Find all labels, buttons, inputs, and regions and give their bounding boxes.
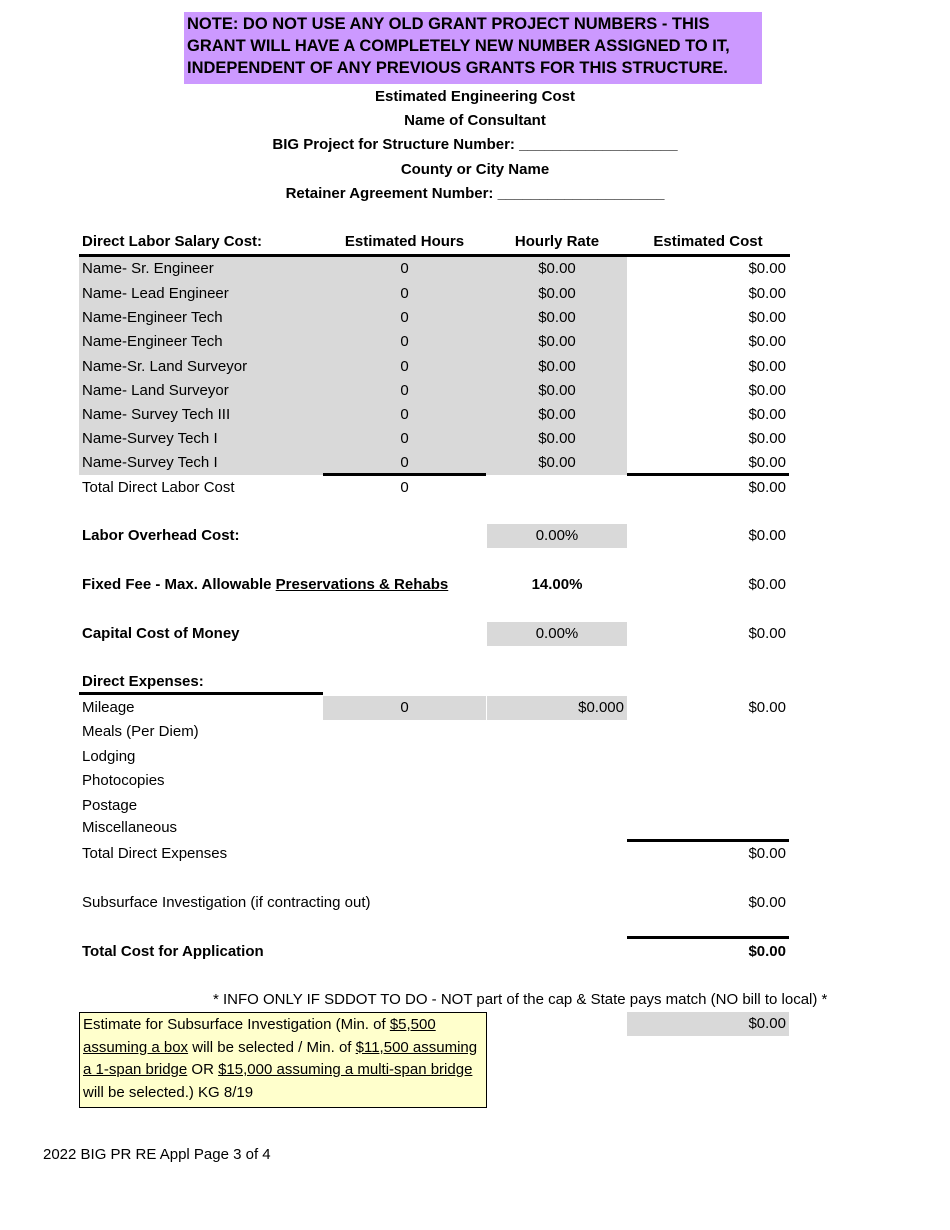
labor-name[interactable]: Name- Survey Tech III [82, 406, 231, 423]
direct-expenses-total-rule [627, 839, 789, 842]
mileage-rate[interactable]: $0.000 [487, 696, 627, 720]
labor-name[interactable]: Name-Engineer Tech [82, 309, 223, 326]
estimate-box-option: $5,500 assuming a box [83, 1016, 436, 1056]
warning-note [184, 12, 762, 84]
labor-rate[interactable]: $0.00 [538, 309, 576, 326]
mileage-quantity[interactable]: 0 [323, 696, 486, 720]
labor-hours[interactable]: 0 [400, 333, 409, 350]
capital-cost-label: Capital Cost of Money [82, 625, 240, 642]
labor-cost: $0.00 [748, 260, 786, 277]
consultant-name: Name of Consultant [404, 112, 546, 129]
estimate-text-2: will be selected / Min. of [188, 1038, 356, 1056]
expense-postage: Postage [82, 797, 138, 814]
retainer-agreement-number: Retainer Agreement Number: ____________________ [285, 185, 665, 202]
expense-photocopies: Photocopies [82, 772, 165, 789]
labor-name[interactable]: Name-Survey Tech I [82, 430, 218, 447]
labor-rate[interactable]: $0.00 [538, 382, 576, 399]
total-direct-labor-label: Total Direct Labor Cost [82, 479, 235, 496]
total-application-rule [627, 936, 789, 939]
expense-miscellaneous: Miscellaneous [82, 819, 178, 836]
big-project-number: BIG Project for Structure Number: ___________________ [272, 136, 678, 153]
labor-cost: $0.00 [748, 454, 786, 471]
labor-hours[interactable]: 0 [400, 454, 409, 471]
labor-name[interactable]: Name- Land Surveyor [82, 382, 229, 399]
labor-name[interactable]: Name-Sr. Land Surveyor [82, 358, 248, 375]
subsurface-estimate-box [79, 1012, 487, 1108]
estimate-single-span-option: $11,500 assuming a 1-span bridge [83, 1038, 478, 1078]
labor-hours[interactable]: 0 [400, 382, 409, 399]
expense-meals: Meals (Per Diem) [82, 723, 199, 740]
labor-rate[interactable]: $0.00 [538, 260, 576, 277]
warning-note-line2: GRANT WILL HAVE A COMPLETELY NEW NUMBER ASSIGNED TO IT, [187, 37, 730, 55]
total-application-label: Total Cost for Application [82, 943, 264, 960]
labor-hours[interactable]: 0 [400, 285, 409, 302]
labor-rate[interactable]: $0.00 [538, 285, 576, 302]
labor-rate[interactable]: $0.00 [538, 454, 576, 471]
labor-hours[interactable]: 0 [400, 358, 409, 375]
mileage-cost: $0.00 [748, 699, 786, 716]
labor-cost: $0.00 [748, 406, 786, 423]
labor-name[interactable]: Name-Engineer Tech [82, 333, 223, 350]
capital-cost-rate[interactable]: 0.00% [487, 622, 627, 646]
total-application-cost: $0.00 [748, 943, 786, 960]
labor-overhead-cost: $0.00 [748, 527, 786, 544]
total-direct-expenses-cost: $0.00 [748, 845, 786, 862]
labor-rate[interactable]: $0.00 [538, 358, 576, 375]
info-only-note: * INFO ONLY IF SDDOT TO DO - NOT part of the cap & State pays match (NO bill to local) * [213, 991, 828, 1008]
total-direct-labor-hours: 0 [400, 479, 409, 496]
labor-cost: $0.00 [748, 309, 786, 326]
col-header-rate: Hourly Rate [514, 233, 600, 250]
labor-rate[interactable]: $0.00 [538, 333, 576, 350]
hours-total-rule [323, 473, 486, 476]
col-header-hours: Estimated Hours [344, 233, 465, 250]
county-or-city-name: County or City Name [400, 161, 550, 178]
labor-cost: $0.00 [748, 382, 786, 399]
labor-hours[interactable]: 0 [400, 309, 409, 326]
labor-hours[interactable]: 0 [400, 260, 409, 277]
labor-cost: $0.00 [748, 285, 786, 302]
capital-cost-cost: $0.00 [748, 625, 786, 642]
estimate-multi-span-option: $15,000 assuming a multi-span bridge [218, 1061, 473, 1078]
labor-hours[interactable]: 0 [400, 430, 409, 447]
direct-expenses-heading: Direct Expenses: [82, 673, 204, 690]
warning-note-line3: INDEPENDENT OF ANY PREVIOUS GRANTS FOR THIS STRUCTURE. [187, 59, 728, 77]
total-direct-labor-cost: $0.00 [748, 479, 786, 496]
labor-name[interactable]: Name- Lead Engineer [82, 285, 229, 302]
total-direct-expenses-label: Total Direct Expenses [82, 845, 228, 862]
expense-lodging: Lodging [82, 748, 136, 765]
labor-overhead-rate[interactable]: 0.00% [487, 524, 627, 548]
labor-rate[interactable]: $0.00 [538, 430, 576, 447]
col-header-cost: Estimated Cost [653, 233, 763, 250]
labor-cost: $0.00 [748, 358, 786, 375]
col-header-labor: Direct Labor Salary Cost: [82, 233, 263, 250]
labor-rate[interactable]: $0.00 [538, 406, 576, 423]
direct-expenses-rule [79, 692, 323, 695]
subsurface-cost: $0.00 [748, 894, 786, 911]
mileage-label: Mileage [82, 699, 135, 716]
subsurface-label: Subsurface Investigation (if contracting out) [82, 894, 371, 911]
fixed-fee-label [82, 574, 448, 596]
labor-cost: $0.00 [748, 333, 786, 350]
estimate-text-1: Estimate for Subsurface Investigation (Min. of [83, 1016, 390, 1033]
warning-note-line1: NOTE: DO NOT USE ANY OLD GRANT PROJECT NUMBERS - THIS [187, 15, 710, 33]
fixed-fee-cost: $0.00 [748, 576, 786, 593]
labor-cost: $0.00 [748, 430, 786, 447]
labor-name[interactable]: Name- Sr. Engineer [82, 260, 214, 277]
cost-total-rule [627, 473, 789, 476]
labor-overhead-label: Labor Overhead Cost: [82, 527, 240, 544]
estimate-text-3: OR [187, 1061, 219, 1078]
fixed-fee-rate: 14.00% [531, 576, 583, 593]
labor-hours[interactable]: 0 [400, 406, 409, 423]
estimate-text-4: will be selected.) KG 8/19 [83, 1083, 254, 1101]
fixed-fee-label-prefix: Fixed Fee - Max. Allowable [82, 576, 276, 593]
fixed-fee-label-underlined: Preservations & Rehabs [275, 576, 449, 593]
page-footer: 2022 BIG PR RE Appl Page 3 of 4 [43, 1146, 271, 1163]
subsurface-estimate-value[interactable]: $0.00 [627, 1012, 789, 1036]
labor-name[interactable]: Name-Survey Tech I [82, 454, 218, 471]
estimated-engineering-cost-title: Estimated Engineering Cost [374, 88, 576, 105]
